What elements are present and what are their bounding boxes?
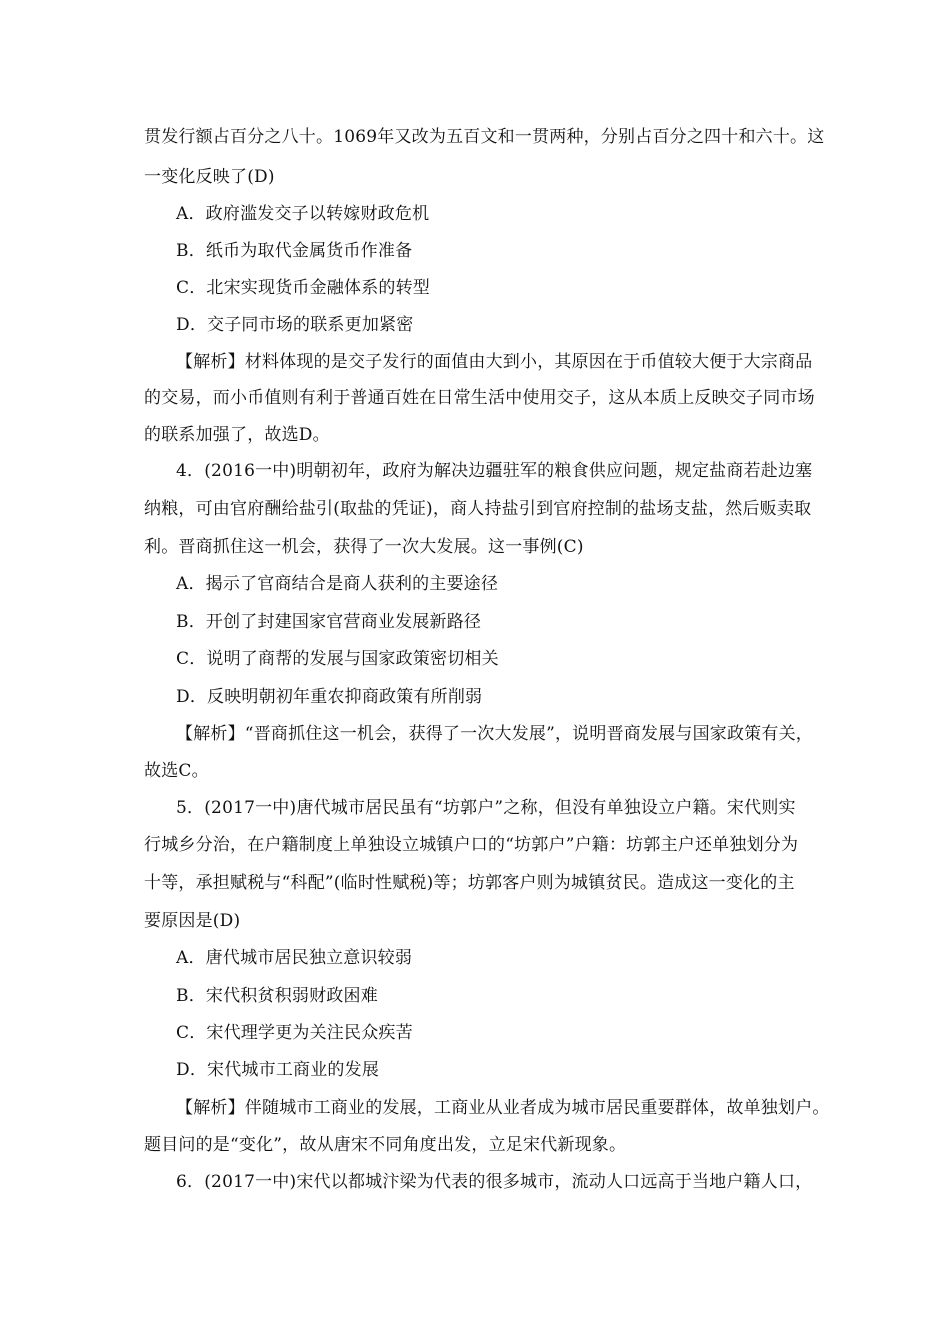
text-line: 题目问的是“变化”，故从唐宋不同角度出发，立足宋代新现象。: [144, 1135, 627, 1155]
text-line: D．反映明朝初年重农抑商政策有所削弱: [176, 687, 483, 707]
text-line: 利。晋商抓住这一机会，获得了一次大发展。这一事例(C): [144, 537, 584, 557]
text-line: 的交易，而小币值则有利于普通百姓在日常生活中使用交子，这从本质上反映交子同市场: [144, 388, 815, 408]
text-line: 故选C。: [144, 761, 209, 781]
text-line: 6．(2017一中)宋代以都城汴梁为代表的很多城市，流动人口远高于当地户籍人口，: [176, 1172, 813, 1192]
text-line: A．政府滥发交子以转嫁财政危机: [176, 204, 430, 224]
text-line: 一变化反映了(D): [144, 167, 275, 187]
text-line: 【解析】“晋商抓住这一机会，获得了一次大发展”，说明晋商发展与国家政策有关，: [176, 724, 813, 744]
text-line: 的联系加强了，故选D。: [144, 425, 330, 445]
text-line: 【解析】材料体现的是交子发行的面值由大到小，其原因在于币值较大便于大宗商品: [176, 352, 813, 372]
text-line: D．宋代城市工商业的发展: [176, 1060, 380, 1080]
text-line: C．北宋实现货币金融体系的转型: [176, 278, 431, 298]
text-line: 纳粮，可由官府酬给盐引(取盐的凭证)，商人持盐引到官府控制的盐场支盐，然后贩卖取: [144, 499, 812, 519]
text-line: 【解析】伴随城市工商业的发展，工商业从业者成为城市居民重要群体，故单独划户。: [176, 1098, 830, 1118]
text-line: 贯发行额占百分之八十。1069年又改为五百文和一贯两种，分别占百分之四十和六十。这: [144, 127, 825, 147]
text-line: D．交子同市场的联系更加紧密: [176, 315, 414, 335]
text-line: C．说明了商帮的发展与国家政策密切相关: [176, 649, 499, 669]
text-line: B．开创了封建国家官营商业发展新路径: [176, 612, 482, 632]
text-line: A．唐代城市居民独立意识较弱: [176, 948, 413, 968]
text-line: 5．(2017一中)唐代城市居民虽有“坊郭户”之称，但没有单独设立户籍。宋代则实: [176, 798, 796, 818]
text-line: 十等，承担赋税与“科配”(临时性赋税)等；坊郭客户则为城镇贫民。造成这一变化的主: [144, 873, 795, 893]
text-line: A．揭示了官商结合是商人获利的主要途径: [176, 574, 499, 594]
text-line: 4．(2016一中)明朝初年，政府为解决边疆驻军的粮食供应问题，规定盐商若赴边塞: [176, 461, 813, 481]
text-line: 行城乡分治，在户籍制度上单独设立城镇户口的“坊郭户”户籍：坊郭主户还单独划分为: [144, 835, 799, 855]
text-line: 要原因是(D): [144, 911, 241, 931]
text-line: B．纸币为取代金属货币作准备: [176, 241, 413, 261]
text-line: C．宋代理学更为关注民众疾苦: [176, 1023, 413, 1043]
text-line: B．宋代积贫积弱财政困难: [176, 986, 378, 1006]
